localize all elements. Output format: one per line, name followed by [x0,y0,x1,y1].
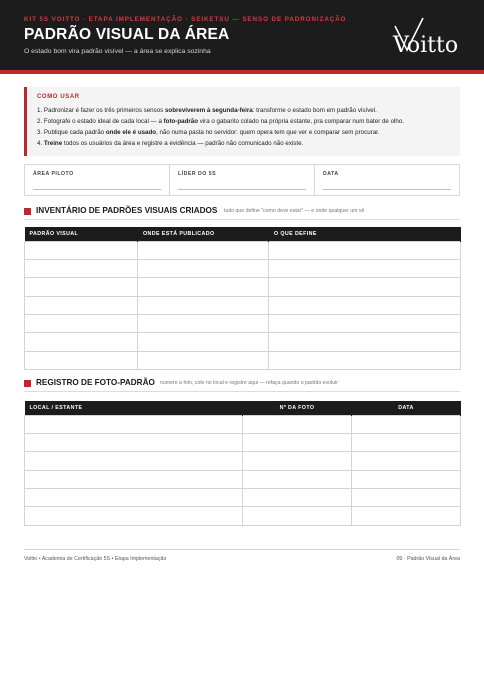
table-cell[interactable] [25,333,138,351]
table-row [25,241,461,259]
table-cell[interactable] [243,415,352,433]
leader-field[interactable] [170,165,315,195]
inventory-note: tudo que define "como deve estar" — e onde qualquer um vê [224,208,365,214]
table-cell[interactable] [269,333,461,351]
table-cell[interactable] [269,241,461,259]
photo-section-header [24,377,460,391]
how-to-item: 3. Publique cada padrão onde ele é usado, não numa pasta no servidor: quem opera tem que ver e comparar sem procurar. [37,129,380,136]
table-cell[interactable] [352,489,461,507]
table-cell[interactable] [25,415,243,433]
section-divider [24,219,460,220]
table-cell[interactable] [138,351,269,369]
table-header-row [25,401,461,415]
table-cell[interactable] [269,259,461,277]
photo-table [24,401,461,526]
table-cell[interactable] [25,259,138,277]
table-row [25,259,461,277]
logo-text: Voitto [393,33,459,58]
date-field-line[interactable] [323,189,451,190]
table-row [25,333,461,351]
table-row [25,470,461,488]
area-field-line[interactable] [33,189,161,190]
table-row [25,351,461,369]
column-header: O QUE DEFINE [269,227,461,241]
inventory-section-header [24,205,460,219]
table-header-row [25,227,461,241]
header-accent-bar [0,70,484,74]
footer-divider [24,549,460,550]
table-cell[interactable] [352,415,461,433]
voitto-logo [383,14,463,58]
table-row [25,315,461,333]
table-cell[interactable] [138,315,269,333]
photo-note: numere a foto, cole no local e registre aqui — refaça quando o padrão evoluir [160,380,338,386]
how-to-use-list [37,105,404,149]
table-row [25,507,461,525]
page-subtitle: O estado bom vira padrão visível — a área se explica sozinha [24,48,211,55]
inventory-table [24,227,461,370]
how-to-use-title: COMO USAR [37,94,80,100]
table-row [25,415,461,433]
table-cell[interactable] [243,489,352,507]
area-field[interactable] [25,165,170,195]
table-cell[interactable] [352,433,461,451]
table-cell[interactable] [243,470,352,488]
table-row [25,278,461,296]
table-cell[interactable] [138,278,269,296]
how-to-use-box [24,87,460,156]
table-cell[interactable] [243,433,352,451]
table-cell[interactable] [269,296,461,314]
section-divider [24,391,460,392]
table-cell[interactable] [138,296,269,314]
table-row [25,433,461,451]
table-cell[interactable] [25,489,243,507]
column-header: DATA [352,401,461,415]
table-cell[interactable] [25,351,138,369]
table-cell[interactable] [138,333,269,351]
table-cell[interactable] [25,315,138,333]
leader-field-label: LÍDER DO 5S [178,171,217,177]
table-cell[interactable] [269,315,461,333]
section-marker [24,380,31,387]
table-cell[interactable] [25,452,243,470]
table-cell[interactable] [25,241,138,259]
inventory-title: INVENTÁRIO DE PADRÕES VISUAIS CRIADOS [36,206,218,215]
table-cell[interactable] [25,507,243,525]
table-cell[interactable] [243,507,352,525]
table-cell[interactable] [243,452,352,470]
date-field-label: DATA [323,171,339,177]
footer-left-text: Voitto • Academia de Certificação 5S • Etapa Implementação [24,556,167,562]
table-cell[interactable] [269,278,461,296]
date-field[interactable] [315,165,459,195]
table-row [25,489,461,507]
kit-kicker: KIT 5S VOITTO · ETAPA IMPLEMENTAÇÃO · SEIKETSU — SENSO DE PADRONIZAÇÃO [24,16,347,23]
table-cell[interactable] [25,470,243,488]
table-cell[interactable] [138,259,269,277]
column-header: ONDE ESTÁ PUBLICADO [138,227,269,241]
area-field-label: ÁREA PILOTO [33,171,74,177]
header [0,0,484,70]
column-header: Nº DA FOTO [243,401,352,415]
footer-page-label: 09 · Padrão Visual da Área [396,556,460,562]
leader-field-line[interactable] [178,189,306,190]
column-header: LOCAL / ESTANTE [25,401,243,415]
table-cell[interactable] [25,296,138,314]
photo-title: REGISTRO DE FOTO-PADRÃO [36,378,155,387]
table-cell[interactable] [25,278,138,296]
table-row [25,296,461,314]
table-cell[interactable] [352,507,461,525]
table-cell[interactable] [138,241,269,259]
table-cell[interactable] [352,452,461,470]
table-row [25,452,461,470]
table-cell[interactable] [352,470,461,488]
column-header: PADRÃO VISUAL [25,227,138,241]
header-fields [24,164,460,196]
section-marker [24,208,31,215]
table-cell[interactable] [269,351,461,369]
how-to-item: 1. Padronizar é fazer os três primeiros sensos sobreviverem à segunda-feira: transforme o estado bom em padrão visível. [37,107,377,114]
table-cell[interactable] [25,433,243,451]
page-title: PADRÃO VISUAL DA ÁREA [24,26,230,43]
how-to-item: 2. Fotografe o estado ideal de cada local — a foto-padrão vira o gabarito colado na própria estante, pra comparar num bater de olho. [37,118,405,125]
how-to-item: 4. Treine todos os usuários da área e registre a evidência — padrão não comunicado não existe. [37,140,304,147]
